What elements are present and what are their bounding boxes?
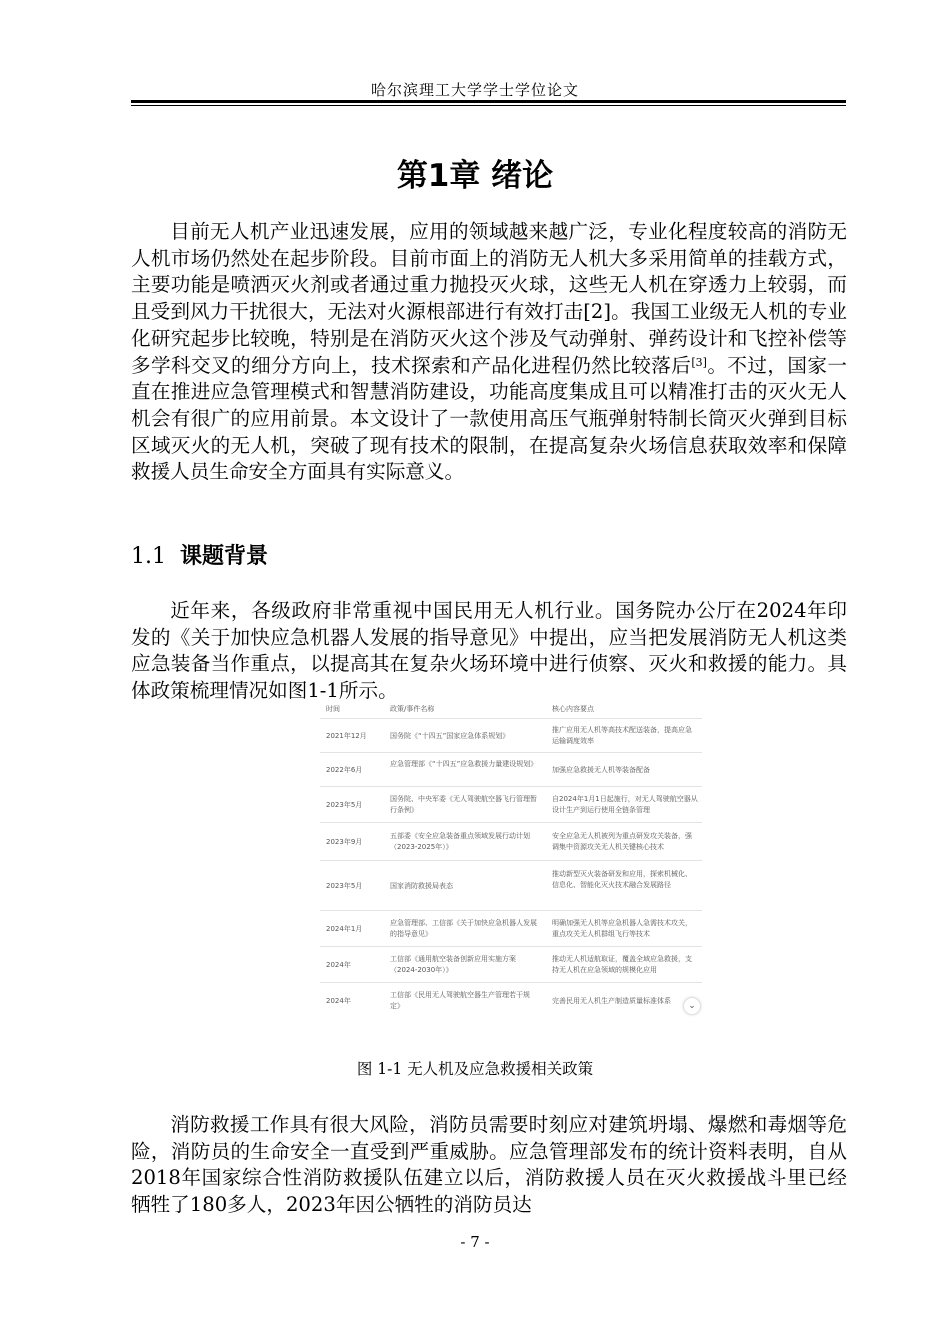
header-time: 时间 [326,705,340,713]
row-time: 2024年 [326,997,351,1005]
row-time: 2023年5月 [326,801,363,809]
row-policy: 国务院《“十四五”国家应急体系规划》 [390,732,510,740]
row-content: 安全应急无人机被列为重点研发攻关装备，强调集中资源攻关无人机关键核心技术 [552,832,692,851]
scroll-down-icon: ⌄ [684,998,700,1014]
header-rule-thick [131,100,846,103]
section-title-text: 课题背景 [180,544,269,569]
row-policy: 工信部《民用无人驾驶航空器生产管理若干规定》 [390,991,530,1010]
row-content: 完善民用无人机生产制造质量标准体系 [552,997,671,1005]
row-policy: 五部委《安全应急装备重点领域发展行动计划（2023-2025年）》 [390,832,530,851]
table-row [320,786,702,823]
section-number: 1.1 [131,544,166,569]
policy-table-figure [320,700,702,1018]
intro-paragraph [131,219,847,486]
background-paragraph: 近年来，各级政府非常重视中国民用无人机行业。国务院办公厅在2024年印发的《关于加快应急机器人发展的指导意见》中提出，应当把发展消防无人机这类应急装备当作重点，以提高其在复杂火场环境中进行侦察、灭火和救援的能力。具体政策梳理情况如图1-1所示。 [131,599,847,703]
intro-text-2: 。不过，国家一直在推进应急管理模式和智慧消防建设，功能高度集成且可以精准打击的灭火无人机会有很广的应用前景。本文设计了一款使用高压气瓶弹射特制长筒灭火弹到目标区域灭火的无人机，突破了现有技术的限制，在提高复杂火场信息获取效率和保障救援人员生命安全方面具有实际意义。 [131,353,848,484]
header-policy: 政策/事件名称 [390,705,435,713]
intro-text-1: 目前无人机产业迅速发展，应用的领域越来越广泛，专业化程度较高的消防无人机市场仍然处在起步阶段。目前市面上的消防无人机大多采用简单的挂载方式，主要功能是喷洒灭火剂或者通过重力抛投灭火球，这些无人机在穿透力上较弱，而且受到风力干扰很大，无法对火源根部进行有效打击[2]。我国工业级无人机的专业化研究起步比较晚，特别是在消防灭火这个涉及气动弹射、弹药设计和飞控补偿等多学科交叉的细分方向上，技术探索和产品化进程仍然比较落后 [131,220,847,377]
section-title [131,539,268,570]
table-row [320,822,702,861]
row-content: 明确加强无人机等应急机器人急需技术攻关，重点攻关无人机群组飞行等技术 [552,919,692,938]
last-paragraph: 消防救援工作具有很大风险，消防员需要时刻应对建筑坍塌、爆燃和毒烟等危险，消防员的生命安全一直受到严重威胁。应急管理部发布的统计资料表明，自从2018年国家综合性消防救援队伍建立以后，消防救援人员在灭火救援战斗里已经牺牲了180多人，2023年因公牺牲的消防员达 [131,1113,847,1217]
row-time: 2024年1月 [326,925,363,933]
table-row [320,910,702,947]
row-policy: 应急管理部、工信部《关于加快应急机器人发展的指导意见》 [390,919,537,938]
chapter-title: 第1章 绪论 [396,158,554,194]
header-rule-thin [131,105,846,106]
table-row [320,752,702,787]
row-content: 推动新型灭火装备研发和应用，探索机械化、信息化、智能化灭火技术融合发展路径 [552,870,692,889]
header-content: 核心内容要点 [552,705,594,713]
row-policy: 国家消防救援局表态 [390,882,453,890]
table-row [320,860,702,911]
table-row [320,946,702,983]
row-time: 2024年 [326,961,351,969]
citation-ref: [3] [691,355,707,369]
figure-caption: 图 1-1 无人机及应急救援相关政策 [356,1060,594,1078]
row-policy: 国务院、中央军委《无人驾驶航空器飞行管理暂行条例》 [390,795,537,814]
row-content: 推动无人机适航取证，覆盖全域应急救援，支持无人机在应急领域的规模化应用 [552,955,692,974]
page-number: - 7 - [460,1233,490,1251]
row-time: 2021年12月 [326,732,367,740]
row-content: 加强应急救援无人机等装备配备 [552,766,650,774]
header-title: 哈尔滨理工大学学士学位论文 [370,81,579,99]
row-policy: 应急管理部《“十四五”应急救援力量建设规划》 [390,760,538,768]
table-row [320,718,702,753]
row-content: 推广应用无人机等高技术配送装备，提高应急运输调度效率 [552,726,692,745]
row-time: 2023年9月 [326,838,363,846]
row-time: 2023年5月 [326,882,363,890]
row-policy: 工信部《通用航空装备创新应用实施方案（2024-2030年）》 [390,955,516,974]
table-row [320,982,702,1019]
row-time: 2022年6月 [326,766,363,774]
row-content: 自2024年1月1日起施行，对无人驾驶航空器从设计生产到运行使用全链条管理 [552,795,698,814]
